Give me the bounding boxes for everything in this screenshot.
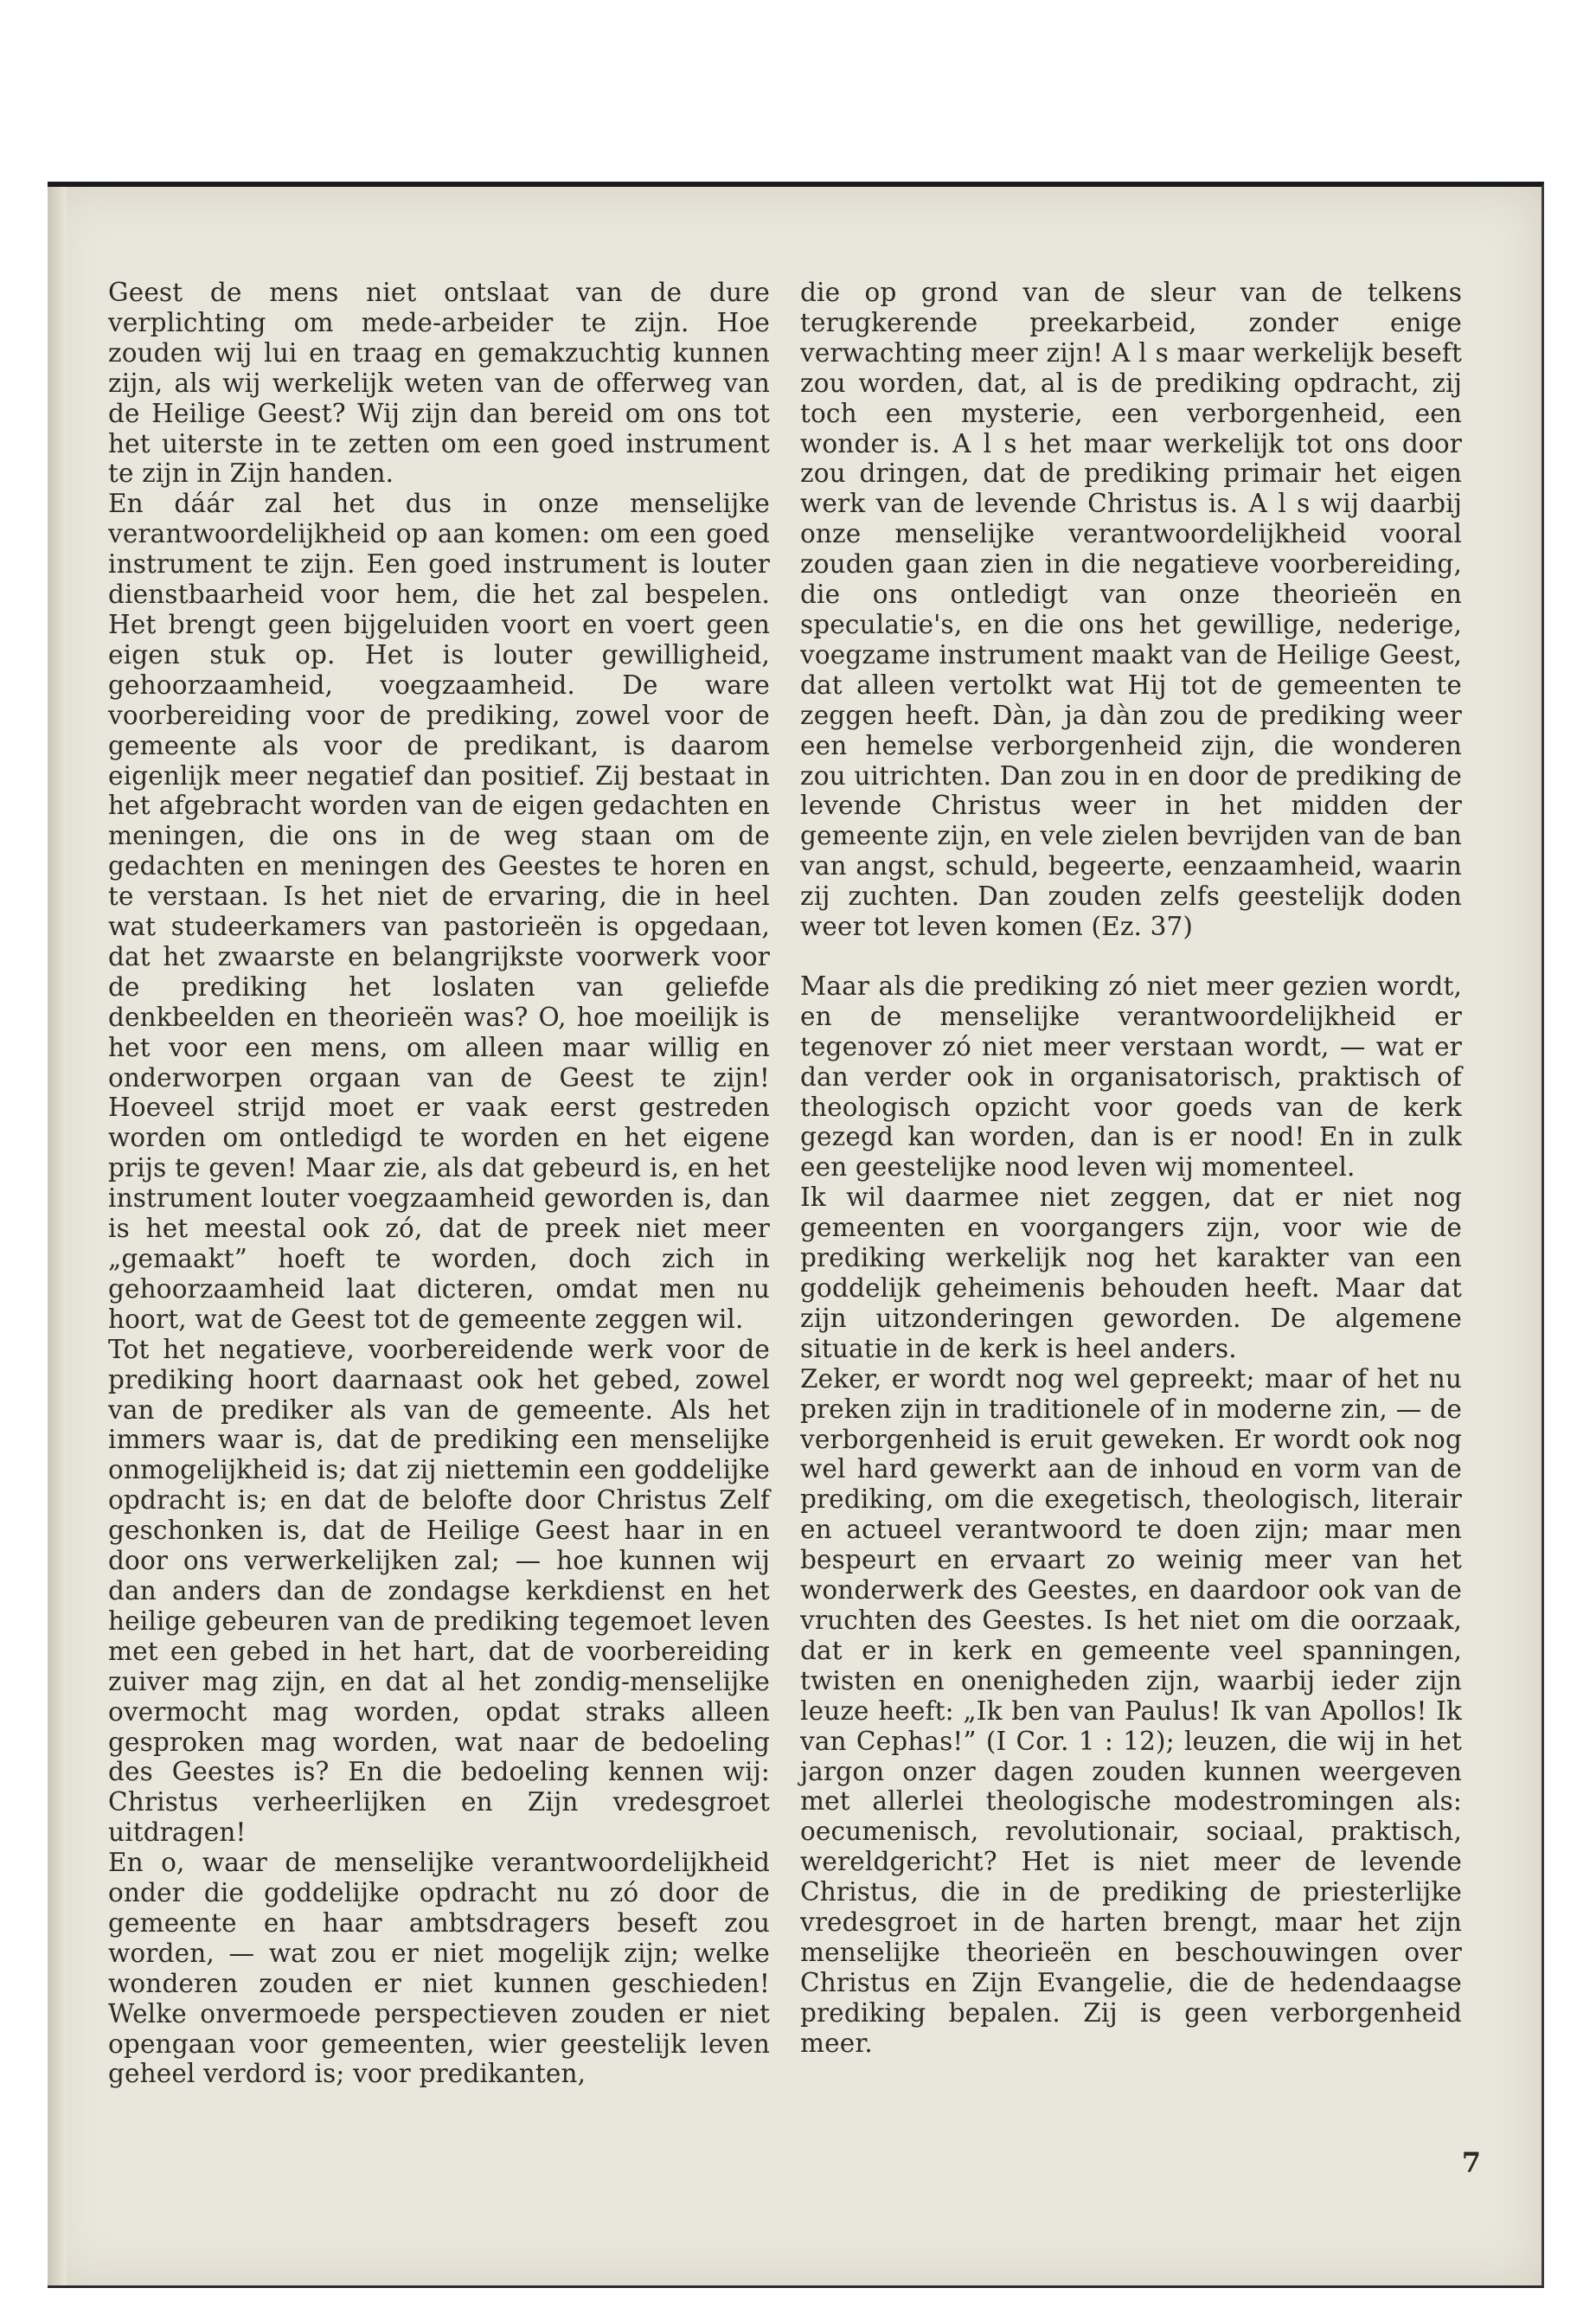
book-page — [48, 182, 1544, 2288]
right-paragraph-2: Maar als die prediking zó niet meer gezien wordt, en de menselijke verantwoordelijkheid er tegenover zó niet meer verstaan wordt, — wat er dan verder ook in organisatorisch, praktisch of theologisch opzicht voor goeds van de kerk gezegd kan worden, dan is er nood! En in zulk een geestelijke nood leven wij momenteel. — [800, 971, 1462, 1183]
left-paragraph-2: En dáár zal het dus in onze menselijke verantwoordelijkheid op aan komen: om een goed instrument te zijn. Een goed instrument is louter dienstbaarheid voor hem, die het zal bespelen. Het brengt geen bijgeluiden voort en voert geen eigen stuk op. Het is louter gewilligheid, gehoorzaamheid, voegzaamheid. De ware voorbereiding voor de prediking, zowel voor de gemeente als voor de predikant, is daarom eigenlijk meer negatief dan positief. Zij bestaat in het afgebracht worden van de eigen gedachten en meningen, die ons in de weg staan om de gedachten en meningen des Geestes te horen en te verstaan. Is het niet de ervaring, die in heel wat studeerkamers van pastorieën is opgedaan, dat het zwaarste en belangrijkste voorwerk voor de prediking het loslaten van geliefde denkbeelden en theorieën was? O, hoe moeilijk is het voor een mens, om alleen maar willig en onderworpen orgaan van de Geest te zijn! Hoeveel strijd moet er vaak eerst gestreden worden om ontledigd te worden en het eigene prijs te geven! Maar zie, als dat gebeurd is, en het instrument louter voegzaamheid geworden is, dan is het meestal ook zó, dat de preek niet meer „gemaakt” hoeft te worden, doch zich in gehoorzaamheid laat dicteren, omdat men nu hoort, wat de Geest tot de gemeente zeggen wil. — [108, 489, 770, 1334]
right-paragraph-3: Ik wil daarmee niet zeggen, dat er niet nog gemeenten en voorgangers zijn, voor wie de prediking werkelijk nog het karakter van een goddelijk geheimenis behouden heeft. Maar dat zijn uitzonderingen geworden. De algemene situatie in de kerk is heel anders. — [800, 1183, 1462, 1363]
page-number: 7 — [1461, 2146, 1481, 2179]
left-text-column — [108, 278, 770, 2089]
scan-background — [0, 87, 1596, 2214]
right-paragraph-4: Zeker, er wordt nog wel gepreekt; maar of het nu preken zijn in traditionele of in moderne zin, — de verborgenheid is eruit geweken. Er wordt ook nog wel hard gewerkt aan de inhoud en vorm van de prediking, om die exegetisch, theologisch, literair en actueel verantwoord te doen zijn; maar men bespeurt en ervaart zo weinig meer van het wonderwerk des Geestes, en daardoor ook van de vruchten des Geestes. Is het niet om die oorzaak, dat er in kerk en gemeente veel spanningen, twisten en onenigheden zijn, waarbij ieder zijn leuze heeft: „Ik ben van Paulus! Ik van Apollos! Ik van Cephas!” (I Cor. 1 : 12); leuzen, die wij in het jargon onzer dagen zouden kunnen weergeven met allerlei theologische modestromingen als: oecumenisch, revolutionair, sociaal, praktisch, wereldgericht? Het is niet meer de levende Christus, die in de prediking de priesterlijke vredesgroet in de harten brengt, maar het zijn menselijke theorieën en beschouwingen over Christus en Zijn Evangelie, die de hedendaagse prediking bepalen. Zij is geen verborgenheid meer. — [800, 1363, 1462, 2058]
right-text-column — [800, 278, 1462, 2059]
page-spine-shadow — [48, 187, 67, 2285]
right-paragraph-1: die op grond van de sleur van de telkens terugkerende preekarbeid, zonder enige verwachting meer zijn! A l s maar werkelijk beseft zou worden, dat, al is de prediking opdracht, zij toch een mysterie, een verborgenheid, een wonder is. A l s het maar werkelijk tot ons door zou dringen, dat de prediking primair het eigen werk van de levende Christus is. A l s wij daarbij onze menselijke verantwoordelijkheid vooral zouden gaan zien in die negatieve voorbereiding, die ons ontledigt van onze theorieën en speculatie's, en die ons het gewillige, nederige, voegzame instrument maakt van de Heilige Geest, dat alleen vertolkt wat Hij tot de gemeenten te zeggen heeft. Dàn, ja dàn zou de prediking weer een hemelse verborgenheid zijn, die wonderen zou uitrichten. Dan zou in en door de prediking de levende Christus weer in het midden der gemeente zijn, en vele zielen bevrijden van de ban van angst, schuld, begeerte, eenzaamheid, waarin zij zuchten. Dan zouden zelfs geestelijk doden weer tot leven komen (Ez. 37) — [800, 278, 1462, 942]
left-paragraph-4: En o, waar de menselijke verantwoordelijkheid onder die goddelijke opdracht nu zó door de gemeente en haar ambtsdragers beseft zou worden, — wat zou er niet mogelijk zijn; welke wonderen zouden er niet kunnen geschieden! Welke onvermoede perspectieven zouden er niet opengaan voor gemeenten, wier geestelijk leven geheel verdord is; voor predikanten, — [108, 1848, 770, 2089]
left-paragraph-3: Tot het negatieve, voorbereidende werk voor de prediking hoort daarnaast ook het gebed, zowel van de prediker als van de gemeente. Als het immers waar is, dat de prediking een menselijke onmogelijkheid is; dat zij niettemin een goddelijke opdracht is; en dat de belofte door Christus Zelf geschonken is, dat de Heilige Geest haar in en door ons verwerkelijken zal; — hoe kunnen wij dan anders dan de zondagse kerkdienst en het heilige gebeuren van de prediking tegemoet leven met een gebed in het hart, dat de voorbereiding zuiver mag zijn, en dat al het zondig-menselijke overmocht mag worden, opdat straks alleen gesproken mag worden, wat naar de bedoeling des Geestes is? En die bedoeling kennen wij: Christus verheerlijken en Zijn vredesgroet uitdragen! — [108, 1334, 770, 1848]
left-paragraph-1: Geest de mens niet ontslaat van de dure verplichting om mede-arbeider te zijn. Hoe zouden wij lui en traag en gemakzuchtig kunnen zijn, als wij werkelijk weten van de offerweg van de Heilige Geest? Wij zijn dan bereid om ons tot het uiterste in te zetten om een goed instrument te zijn in Zijn handen. — [108, 278, 770, 489]
